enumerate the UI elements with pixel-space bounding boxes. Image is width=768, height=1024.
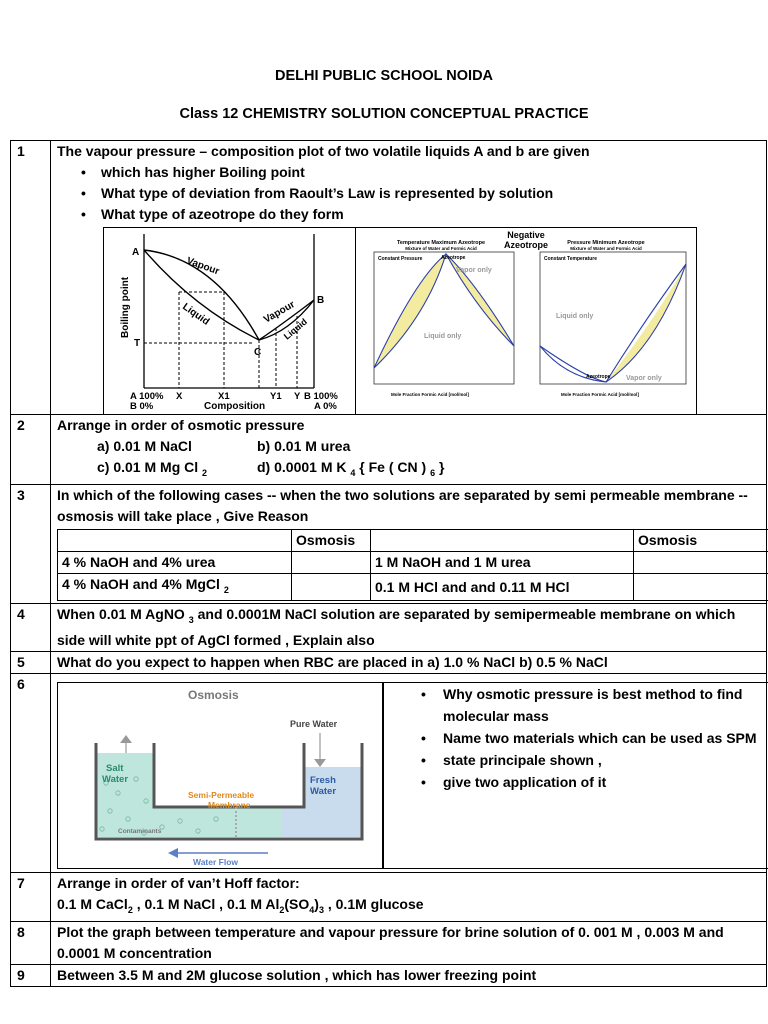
- school-name: DELHI PUBLIC SCHOOL NOIDA: [274, 68, 494, 84]
- question-row-5: [11, 652, 767, 674]
- constant-temperature-label: Constant Temperature: [544, 256, 597, 262]
- tick-y: Y: [294, 391, 301, 402]
- fresh-water-label-2: Water: [310, 786, 337, 798]
- osmosis-diagram: [57, 682, 384, 869]
- answer-cell[interactable]: [634, 573, 768, 600]
- right-plot-title: Pressure Minimum Azeotrope: [567, 240, 645, 246]
- question-text: In which of the following cases -- when the two solutions are separated by semi permeable membrane -- osmosis will take place , Give Reason: [57, 486, 748, 524]
- pure-water-label: Pure Water: [290, 719, 338, 730]
- question-number: 2: [11, 415, 51, 485]
- option-line-2: [57, 457, 762, 484]
- question-content: Between 3.5 M and 2M glucose solution , which has lower freezing point: [51, 965, 767, 987]
- liquid-curve-label: Liquid: [180, 301, 212, 328]
- x-right-label: B 100%: [304, 391, 338, 402]
- x-left-label: A 100%: [130, 391, 164, 402]
- down-arrow-icon: [314, 759, 326, 767]
- question-text: Arrange in order of van’t Hoff factor:: [57, 875, 300, 892]
- left-x-label: Mole Fraction Formic Acid [mol/mol]: [391, 392, 469, 397]
- bullet-list: [57, 162, 762, 225]
- liquid-only-label: Liquid only: [424, 333, 462, 340]
- up-arrow-icon: [120, 735, 132, 743]
- boiling-point-diagram: [103, 227, 357, 415]
- question-number: 4: [11, 603, 51, 652]
- negative-label: Negative: [507, 230, 545, 240]
- tick-x1: X1: [218, 391, 230, 402]
- question-content: What do you expect to happen when RBC are placed in a) 1.0 % NaCl b) 0.5 % NaCl: [51, 652, 767, 674]
- answer-cell[interactable]: [634, 551, 768, 573]
- question-content: [51, 415, 767, 485]
- question-content: [51, 674, 767, 873]
- boiling-point-plot: [104, 228, 356, 414]
- azeotrope-label: Azeotrope: [503, 240, 549, 250]
- azeotrope-plots: [356, 228, 696, 414]
- option-line-1: [57, 436, 762, 457]
- membrane-label: Semi-Permeable: [188, 790, 255, 801]
- question-text-line-2: 0.1 M CaCl$_2$ , 0.1 M NaCl , 0.1 M $Al_2(SO_4)_3$ , 0.1M glucose: [57, 896, 424, 916]
- option-b: b) 0.01 M urea: [257, 438, 351, 454]
- point-a-label: A: [132, 247, 140, 258]
- membrane-label-2: Membrane: [208, 800, 251, 811]
- left-arrow-icon: [168, 848, 178, 858]
- osmosis-title: Osmosis: [188, 688, 239, 703]
- left-plot-title: Temperature Maximum Azeotrope: [396, 240, 486, 246]
- question-row-6: [11, 674, 767, 873]
- question-number: 6: [11, 674, 51, 873]
- point-t-label: T: [134, 338, 141, 349]
- answer-cell[interactable]: [292, 573, 371, 600]
- question-row-7: [11, 873, 767, 922]
- right-x-label: Mole Fraction Formic Acid [mol/mol]: [561, 392, 639, 397]
- case-cell: 4 % NaOH and 4% MgCl $_2$: [58, 573, 292, 600]
- liquid-only-label-2: Liquid only: [556, 313, 594, 320]
- osmosis-table: [57, 529, 768, 601]
- osmosis-header: Osmosis: [292, 529, 371, 551]
- question-number: 5: [11, 652, 51, 674]
- bullet-item: • which has higher Boiling point: [101, 162, 762, 183]
- tick-x: X: [176, 391, 183, 402]
- tick-y1: Y1: [270, 391, 282, 402]
- question-content: [51, 141, 767, 415]
- bullet-item: • What type of deviation from Raoult’s Law is represented by solution: [101, 183, 762, 204]
- osmosis-questions: [382, 682, 768, 869]
- x-left-label-2: B 0%: [130, 401, 154, 412]
- case-cell: 4 % NaOH and 4% urea: [58, 551, 292, 573]
- left-plot-subtitle: Mixture of Water and Formic Acid: [405, 246, 477, 251]
- point-b-label: B: [317, 295, 325, 306]
- point-c-label: C: [254, 347, 262, 358]
- fresh-water-label: Fresh: [310, 775, 336, 787]
- bullet-item: • Why osmotic pressure is best method to find molecular mass: [443, 683, 768, 727]
- vapor-only-label-2: Vapor only: [626, 375, 662, 382]
- osmosis-section: [57, 674, 762, 872]
- azeotrope-point-label: Azeotrope: [441, 255, 466, 261]
- option-c: c) 0.01 M Mg Cl $_2$: [97, 459, 208, 478]
- osmosis-header: Osmosis: [634, 529, 768, 551]
- option-a: a) 0.01 M NaCl: [97, 438, 192, 454]
- figure-row: [57, 225, 762, 414]
- vapour-curve-label-2: Vapour: [262, 299, 297, 326]
- azeotrope-point-label-2: Azeotrope: [586, 374, 611, 380]
- salt-water-label-2: Water: [102, 774, 129, 786]
- osmosis-figure: [58, 683, 383, 868]
- option-d: d) 0.0001 M K $_4$ { Fe ( CN ) $_6$ }: [257, 459, 445, 478]
- contaminants-label: Contaminants: [118, 828, 162, 836]
- x-axis-label: Composition: [204, 401, 266, 412]
- question-row-9: [11, 965, 767, 987]
- bullet-item: • Name two materials which can be used as SPM: [443, 727, 768, 749]
- vapour-curve-label: Vapour: [184, 255, 221, 278]
- right-plot-subtitle: Mixture of Water and Formic Acid: [570, 246, 642, 251]
- question-content: Plot the graph between temperature and vapour pressure for brine solution of 0. 001 M , 0.003 M and 0.0001 M concentration: [51, 922, 767, 965]
- question-row-8: [11, 922, 767, 965]
- osmosis-header-blank: [371, 529, 634, 551]
- constant-pressure-label: Constant Pressure: [378, 256, 423, 262]
- question-row-1: [11, 141, 767, 415]
- question-text: The vapour pressure – composition plot of two volatile liquids A and b are given: [57, 143, 590, 159]
- y-axis-label: Boiling point: [120, 276, 131, 338]
- case-cell: 1 M NaOH and 1 M urea: [371, 551, 634, 573]
- azeotrope-diagram: [355, 227, 697, 415]
- case-cell: 0.1 M HCl and and 0.11 M HCl: [371, 573, 634, 600]
- question-content: [51, 873, 767, 922]
- liquid-curve-label-2: Liquid: [281, 316, 309, 342]
- question-number: 9: [11, 965, 51, 987]
- worksheet-title: Class 12 CHEMISTRY SOLUTION CONCEPTUAL PRACTICE: [179, 106, 589, 122]
- question-text: Arrange in order of osmotic pressure: [57, 417, 305, 433]
- vapor-only-label: Vapor only: [456, 267, 492, 274]
- question-content: [51, 484, 767, 603]
- bullet-item: • What type of azeotrope do they form: [101, 204, 762, 225]
- question-row-3: [11, 484, 767, 603]
- question-content: When 0.01 M AgNO $_3$ and 0.0001M NaCl solution are separated by semipermeable membrane on which side will white ppt of AgCl formed , Explain also: [51, 603, 767, 652]
- question-number: 3: [11, 484, 51, 603]
- bullet-item: • state principale shown ,: [443, 749, 768, 771]
- question-number: 1: [11, 141, 51, 415]
- water-flow-label: Water Flow: [193, 857, 239, 868]
- question-number: 8: [11, 922, 51, 965]
- question-row-4: [11, 603, 767, 652]
- answer-cell[interactable]: [292, 551, 371, 573]
- bullet-item: • give two application of it: [443, 771, 768, 793]
- salt-water-label: Salt: [106, 763, 124, 775]
- osmosis-header-blank: [58, 529, 292, 551]
- questions-table: [10, 140, 767, 987]
- question-number: 7: [11, 873, 51, 922]
- question-row-2: [11, 415, 767, 485]
- x-right-label-2: A 0%: [314, 401, 337, 412]
